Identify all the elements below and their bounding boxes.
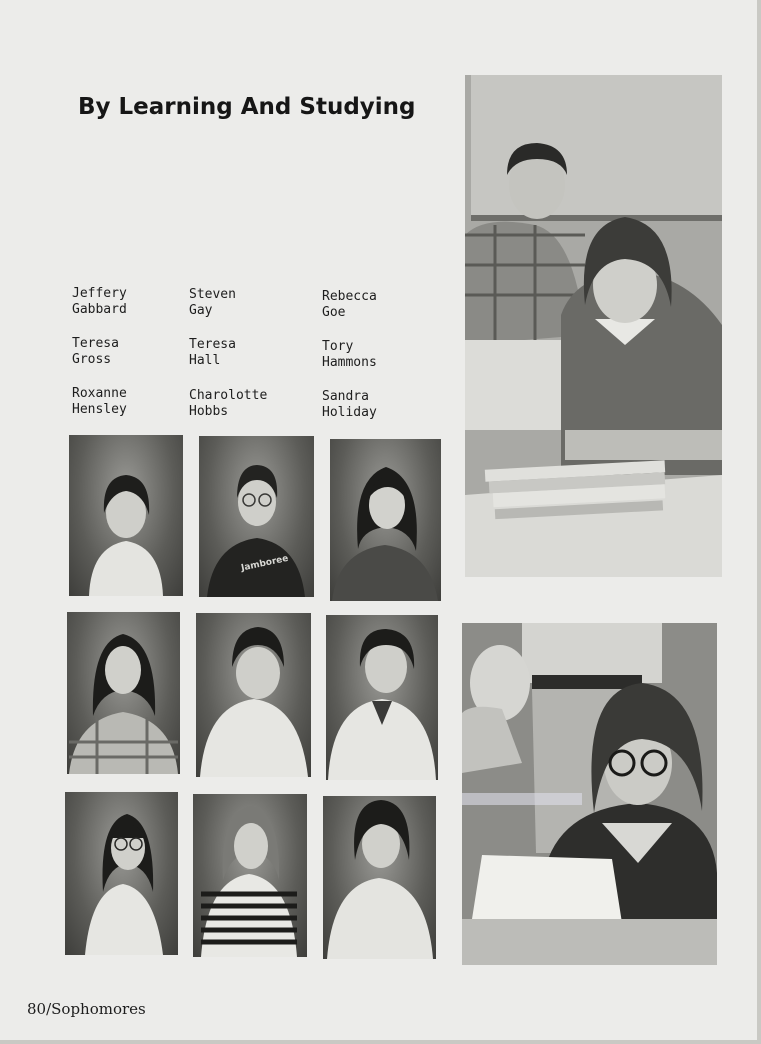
first-name: Tory [322,339,354,354]
student-portrait [193,794,307,957]
last-name: Hobbs [189,404,229,419]
first-name: Rebecca [322,289,377,304]
name-entry [72,286,127,318]
student-portrait [67,612,180,774]
last-name: Hammons [322,355,377,370]
shirt-logo-text: Jamboree [240,553,290,574]
first-name: Teresa [72,336,119,351]
last-name: Hensley [72,402,127,417]
first-name: Jeffery [72,286,127,301]
candid-photo-classroom [465,75,722,577]
student-portrait [323,796,436,959]
student-portrait [326,615,438,780]
student-portrait [199,436,314,597]
student-portrait [196,613,311,777]
name-entry [189,337,236,369]
candid-photo-reading [462,623,717,965]
name-entry [72,336,119,368]
last-name: Hall [189,353,221,368]
name-entry [322,289,377,321]
last-name: Gross [72,352,112,367]
page-folio: 80/Sophomores [27,1000,146,1018]
last-name: Holiday [322,405,377,420]
first-name: Steven [189,287,236,302]
first-name: Roxanne [72,386,127,401]
name-entry [322,389,377,421]
name-entry [189,388,267,420]
name-entry [189,287,236,319]
last-name: Goe [322,305,346,320]
first-name: Sandra [322,389,369,404]
name-entry [72,386,127,418]
first-name: Charolotte [189,388,268,403]
student-portrait [69,435,183,596]
student-portrait [65,792,178,955]
name-entry [322,339,377,371]
page-title: By Learning And Studying [78,94,416,120]
student-portrait [330,439,441,601]
first-name: Teresa [189,337,236,352]
last-name: Gay [189,303,213,318]
last-name: Gabbard [72,302,127,317]
